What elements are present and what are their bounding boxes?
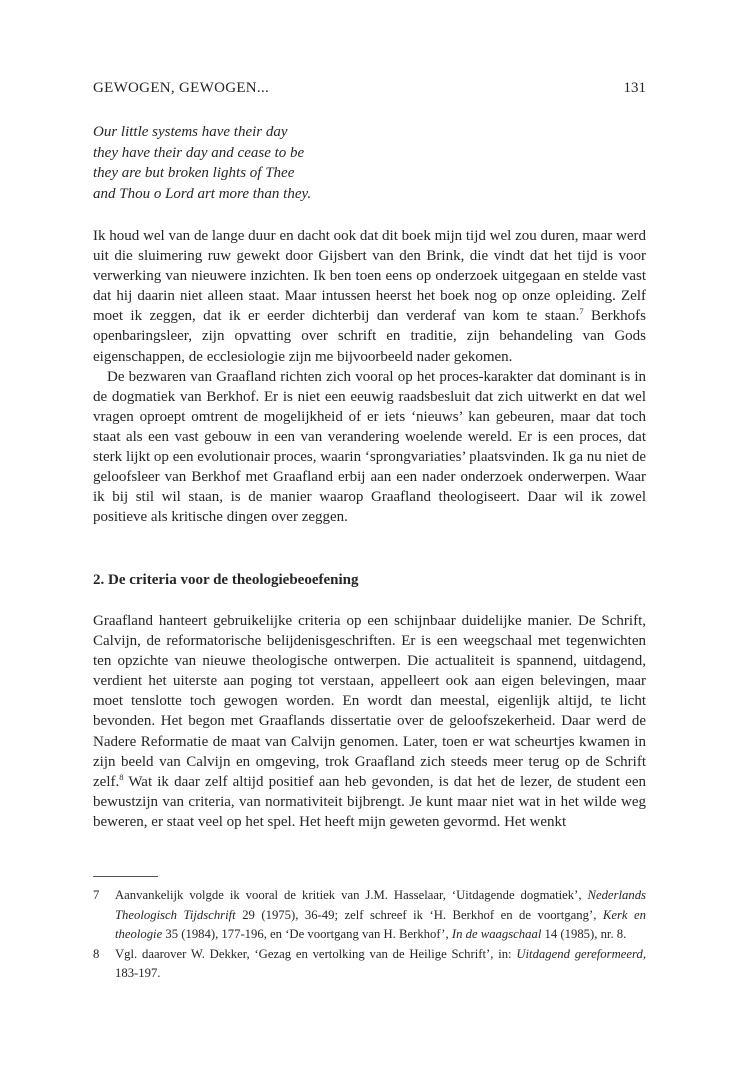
running-header <box>93 80 646 100</box>
footnote-text-part: 14 (1985), nr. 8. <box>541 927 627 942</box>
footnote-text <box>115 886 646 945</box>
footnote-citation-title: Uitdagend gereformeerd <box>516 946 643 961</box>
body-text-upper <box>93 226 646 527</box>
footnote-8 <box>93 945 646 984</box>
verse-line: they are but broken lights of Thee <box>93 165 295 181</box>
footnote-text-part: 35 (1984), 177-196, en ‘De voortgang van H. Berkhof’, <box>162 927 452 942</box>
footnote-citation-title: In de waagschaal <box>451 927 542 942</box>
footnote-text-part: , 183-197. <box>115 946 646 981</box>
book-page <box>93 0 646 1068</box>
paragraph-2: De bezwaren van Graafland richten zich vooral op het proces-karakter dat dominant is in de dogmatiek van Berkhof. Er is niet een eeuwig raadsbesluit dat zich uitwerkt en dat wel vragen oproept omtrent de mogelijkheid of er iets ‘nieuws’ kan gebeuren, maar dat toch staat als een vast gebouw in een van verandering woelende wereld. Er is een proces, dat sterk lijkt op een evolutionair proces, waarin ‘sprongvariaties’ plaatsvinden. Ik ga nu niet de geloofsleer van Berkhof met Graafland erbij aan een nader onderzoek onderwerpen. Waar ik bij stil wil staan, is de manier waarop Graafland theologiseert. Daar wil ik zowel positieve als kritische dingen over zeggen. <box>93 368 646 526</box>
footnote-number: 8 <box>93 946 100 961</box>
footnote-text-part: Vgl. daarover W. Dekker, ‘Gezag en vertolking van de Heilige Schrift’, in: <box>115 946 517 961</box>
verse-line: Our little systems have their day <box>93 124 288 140</box>
footnote-citation-title: Kerk en theologie <box>115 907 647 942</box>
paragraph-3-text-after: Wat ik daar zelf altijd positief aan heb gevonden, is dat het de lezer, de student een bewustzijn van criteria, van normativiteit bijbrengt. Je kunt maar niet wat in het wilde weg beweren, er staat veel op het spel. Het heeft mijn geweten gevormd. Het wenkt <box>93 773 646 830</box>
verse-line: they have their day and cease to be <box>93 144 305 161</box>
paragraph-3-text: Graafland hanteert gebruikelijke criteria op een schijnbaar duidelijke manier. De Schrift, Calvijn, de reformatorische belijdenisgeschriften. Er is een weegschaal met tegenwichten ten opzichte van nieuwe theologische ontwerpen. Die actualiteit is spannend, uitdagend, verdient het uiterste aan poging tot verstaan, appelleert ook aan eigen belevingen, maar moet tenslotte toch gewogen worden. En wordt dan meestal, eigenlijk altijd, te licht bevonden. Het begon met Graaflands dissertatie over de geloofszekerheid. Daar werd de Nadere Reformatie de maat van Calvijn genomen. Later, toen er wat scheurtjes kwamen in zijn beeld van Calvijn en omgeving, trok Graafland zich steeds meer terug op de Schrift zelf. <box>93 613 646 790</box>
footnote-number: 7 <box>93 888 100 902</box>
paragraph-3 <box>93 611 646 832</box>
footnote-7 <box>93 886 646 945</box>
body-text-lower <box>93 611 646 832</box>
footnote-text-part: 29 (1975), 36-49; zelf schreef ik ‘H. Berkhof en de voortgang’, <box>235 907 603 922</box>
footnotes <box>93 886 646 984</box>
epigraph-verse <box>93 122 311 204</box>
footnote-citation-title: Nederlands Theologisch Tijdschrift <box>115 888 646 922</box>
paragraph-1-text: Ik houd wel van de lange duur en dacht ook dat dit boek mijn tijd wel zou duren, maar werd uit die sluimering ruw gewekt door Gijsbert van den Brink, die vindt dat het tijd is voor verwerking van nieuwere inzichten. Ik ben toen eens op onderzoek uitgegaan en stelde vast dat hij daarin niet alleen staat. Maar intussen heerst het boek nog op onze opleiding. Zelf moet ik zeggen, dat ik er eerder dichterbij dan verderaf van kom te staan. <box>93 228 646 325</box>
footnote-ref-7[interactable]: 7 <box>579 306 584 317</box>
paragraph-1 <box>93 226 646 367</box>
verse-line: and Thou o Lord art more than they. <box>93 185 312 202</box>
footnote-text-part: Aanvankelijk volgde ik vooral de kritiek van J.M. Hasselaar, ‘Uitdagende dogmatiek’, <box>115 888 588 902</box>
page-number: 131 <box>623 80 646 96</box>
footnote-separator <box>93 876 158 877</box>
section-heading: 2. De criteria voor de theologiebeoefening <box>93 572 359 588</box>
running-title: GEWOGEN, GEWOGEN... <box>93 80 270 96</box>
footnote-text <box>115 945 646 984</box>
paragraph-1-continuation: Berkhofs openbaringsleer, zijn opvatting over schrift en traditie, zijn behandeling van Gods eigenschappen, de ecclesiologie zijn me bijvoorbeeld nader gekomen. <box>93 308 647 365</box>
footnote-ref-8[interactable]: 8 <box>119 771 124 782</box>
